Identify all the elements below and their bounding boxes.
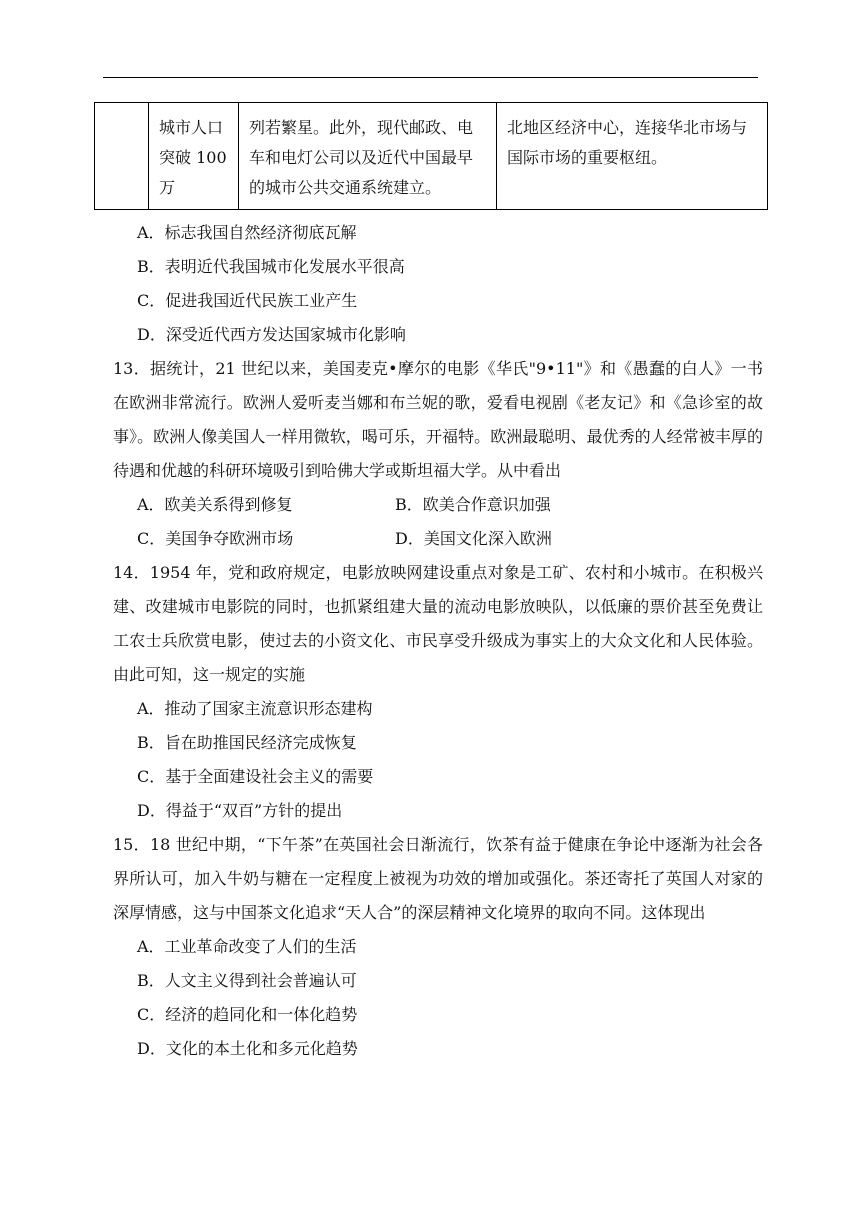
- table-cell: [95, 103, 149, 210]
- q13-option-a: A．欧美关系得到修复: [137, 495, 293, 514]
- q13-stem: 13．据统计，21 世纪以来，美国麦克•摩尔的电影《华氏"9•11"》和《愚蠢的白人》一书在欧洲非常流行。欧洲人爱听麦当娜和布兰妮的歌，爱看电视剧《老友记》和《急诊室的故事》。欧洲人像美国人一样用微软，喝可乐，开福特。欧洲最聪明、最优秀的人经常被丰厚的待遇和优越的科研环境吸引到哈佛大学或斯坦福大学。从中看出: [113, 359, 763, 480]
- question-content: [113, 216, 763, 1066]
- header-rule: [103, 77, 758, 78]
- q15-stem: 15．18 世纪中期，“下午茶”在英国社会日渐流行，饮茶有益于健康在争论中逐渐为社会各界所认可，加入牛奶与糖在一定程度上被视为功效的增加或强化。茶还寄托了英国人对家的深厚情感，这与中国茶文化追求“天人合”的深层精神文化境界的取向不同。这体现出: [113, 835, 763, 922]
- q14-option-d: D．得益于“双百”方针的提出: [137, 801, 343, 820]
- q12-option-a: A．标志我国自然经济彻底瓦解: [137, 223, 357, 242]
- q15-option-a: A．工业革命改变了人们的生活: [137, 937, 357, 956]
- q14-option-c: C．基于全面建设社会主义的需要: [137, 767, 374, 786]
- q13-option-b: B．欧美合作意识加强: [395, 495, 551, 514]
- q12-option-c: C．促进我国近代民族工业产生: [137, 291, 358, 310]
- q13-option-d: D．美国文化深入欧洲: [395, 529, 552, 548]
- comparison-table: [94, 102, 768, 210]
- q12-option-d: D．深受近代西方发达国家城市化影响: [137, 325, 406, 344]
- q15-option-b: B．人文主义得到社会普遍认可: [137, 971, 357, 990]
- table-cell: 列若繁星。此外，现代邮政、电车和电灯公司以及近代中国最早的城市公共交通系统建立。: [239, 103, 497, 210]
- table-cell: 北地区经济中心，连接华北市场与国际市场的重要枢纽。: [497, 103, 768, 210]
- q13-options-row-2: [113, 522, 763, 556]
- q12-option-b: B．表明近代我国城市化发展水平很高: [137, 257, 405, 276]
- q15-option-c: C．经济的趋同化和一体化趋势: [137, 1005, 358, 1024]
- q14-option-b: B．旨在助推国民经济完成恢复: [137, 733, 357, 752]
- q14-stem: 14．1954 年，党和政府规定，电影放映网建设重点对象是工矿、农村和小城市。在积极兴建、改建城市电影院的同时，也抓紧组建大量的流动电影放映队，以低廉的票价甚至免费让工农士兵欣赏电影，使过去的小资文化、市民享受升级成为事实上的大众文化和人民体验。由此可知，这一规定的实施: [113, 563, 763, 684]
- q13-options-row-1: [113, 488, 763, 522]
- table-row: [95, 103, 768, 210]
- q13-option-c: C．美国争夺欧洲市场: [137, 529, 294, 548]
- q15-option-d: D．文化的本土化和多元化趋势: [137, 1039, 358, 1058]
- table-cell: 城市人口突破 100 万: [149, 103, 239, 210]
- q14-option-a: A．推动了国家主流意识形态建构: [137, 699, 373, 718]
